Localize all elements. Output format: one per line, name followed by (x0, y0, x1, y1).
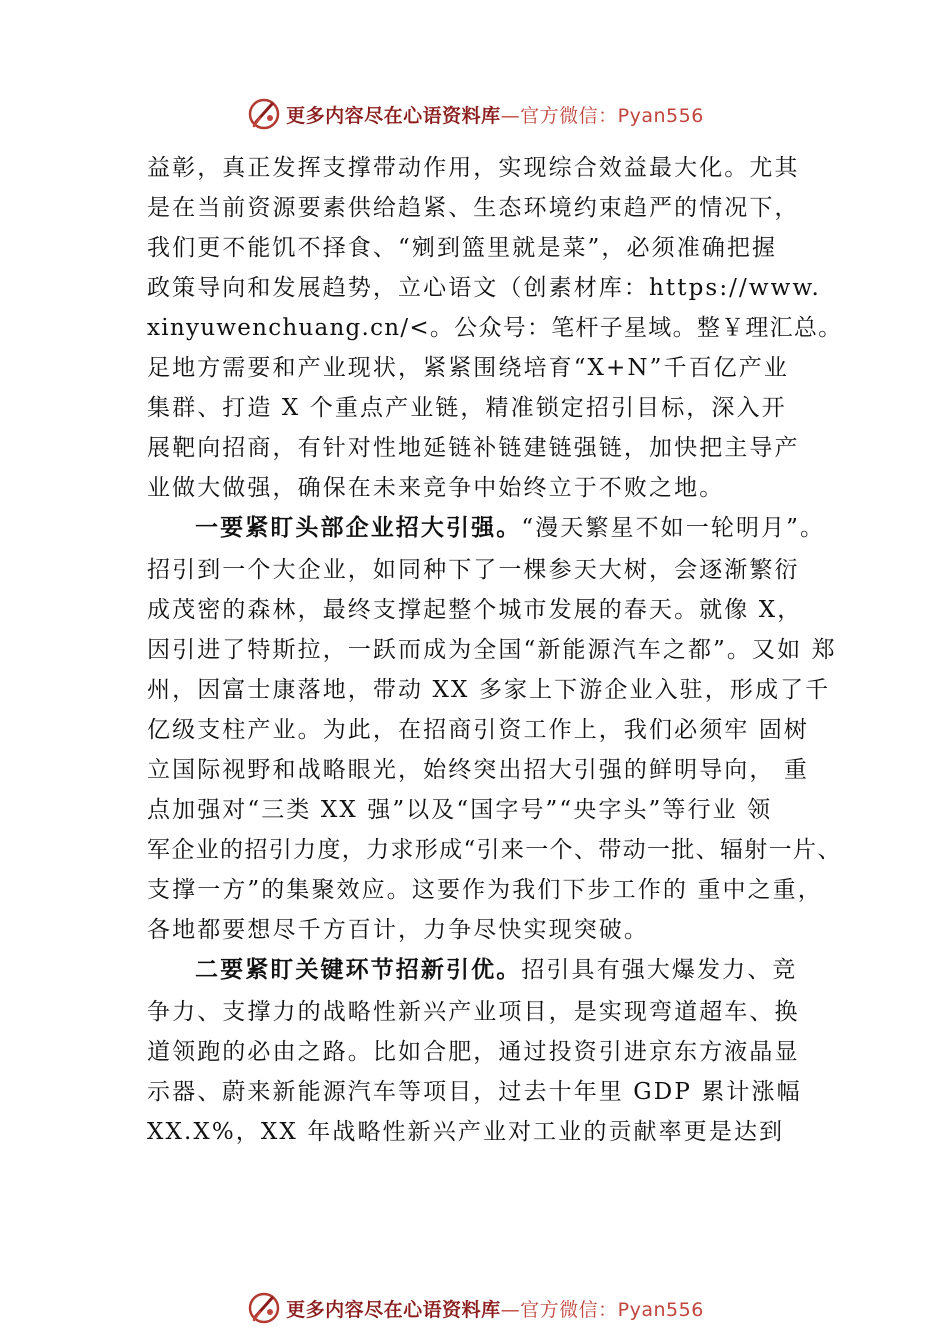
text-line: 支撑一方”的集聚效应。这要作为我们下步工作的 重中之重， (147, 877, 823, 903)
banner-main-text: 更多内容尽在心语资料库 (286, 104, 501, 127)
text-line: 因引进了特斯拉，一跃而成为全国“新能源汽车之都”。又如 郑 (147, 637, 837, 663)
text-line: 军企业的招引力度，力求形成“引来一个、带动一批、辐射一片、 (147, 837, 842, 863)
text-line: 业做大做强，确保在未来竞争中始终立于不败之地。 (147, 475, 725, 501)
footer-banner (0, 1286, 950, 1330)
text-line: 益彰，真正发挥支撑带动作用，实现综合效益最大化。尤其 (147, 155, 800, 181)
paragraph-heading-line: 一要紧盯头部企业招大引强。“漫天繁星不如一轮明月”。 (195, 514, 826, 541)
text-line: 道领跑的必由之路。比如合肥，通过投资引进京东方液晶显 (147, 1039, 800, 1065)
text-line: 集群、打造 X 个重点产业链，精准锁定招引目标，深入开 (147, 395, 787, 421)
banner-wechat-text: —官方微信：Pyan556 (500, 1298, 704, 1321)
text-line: XX.X%，XX 年战略性新兴产业对工业的贡献率更是达到 (147, 1119, 785, 1145)
brush-logo-icon (246, 1290, 282, 1326)
text-line: 立国际视野和战略眼光，始终突出招大引强的鲜明导向， 重 (147, 757, 810, 783)
text-line: 我们更不能饥不择食、“剜到篮里就是菜”，必须准确把握 (147, 235, 778, 261)
paragraph-heading-line: 二要紧盯关键环节招新引优。招引具有强大爆发力、竞 (195, 956, 798, 983)
text-line: 亿级支柱产业。为此，在招商引资工作上，我们必须牢 固树 (147, 717, 810, 743)
text-line: 政策导向和发展趋势，立心语文（创素材库：https://www. (147, 275, 821, 301)
text-line: 州，因富士康落地，带动 XX 多家上下游企业入驻，形成了千 (147, 677, 831, 703)
text-line: 争力、支撑力的战略性新兴产业项目，是实现弯道超车、换 (147, 999, 800, 1025)
banner-main-text: 更多内容尽在心语资料库 (286, 1298, 501, 1321)
text-line: 各地都要想尽千方百计，力争尽快实现突破。 (147, 917, 649, 943)
text-line: 是在当前资源要素供给趋紧、生态环境约束趋严的情况下， (147, 195, 800, 221)
banner-wechat-text: —官方微信：Pyan556 (500, 104, 704, 127)
text-line: 成茂密的森林，最终支撑起整个城市发展的春天。就像 X， (147, 597, 803, 623)
text-line: 展靶向招商，有针对性地延链补链建链强链，加快把主导产 (147, 435, 800, 461)
text-line: xinyuwenchuang.cn/<。公众号：笔杆子星域。整￥理汇总。 (147, 315, 843, 341)
paragraph-heading: 一要紧盯头部企业招大引强。 (195, 514, 522, 541)
text-line: 示器、蔚来新能源汽车等项目，过去十年里 GDP 累计涨幅 (147, 1079, 802, 1105)
text-line: 足地方需要和产业现状，紧紧围绕培育“X+N”千百亿产业 (147, 355, 789, 381)
text-line: 招引到一个大企业，如同种下了一棵参天大树，会逐渐繁衍 (147, 557, 800, 583)
text-line: 点加强对“三类 XX 强”以及“国字号”“央字头”等行业 领 (147, 797, 773, 823)
paragraph-heading: 二要紧盯关键环节招新引优。 (195, 956, 522, 983)
